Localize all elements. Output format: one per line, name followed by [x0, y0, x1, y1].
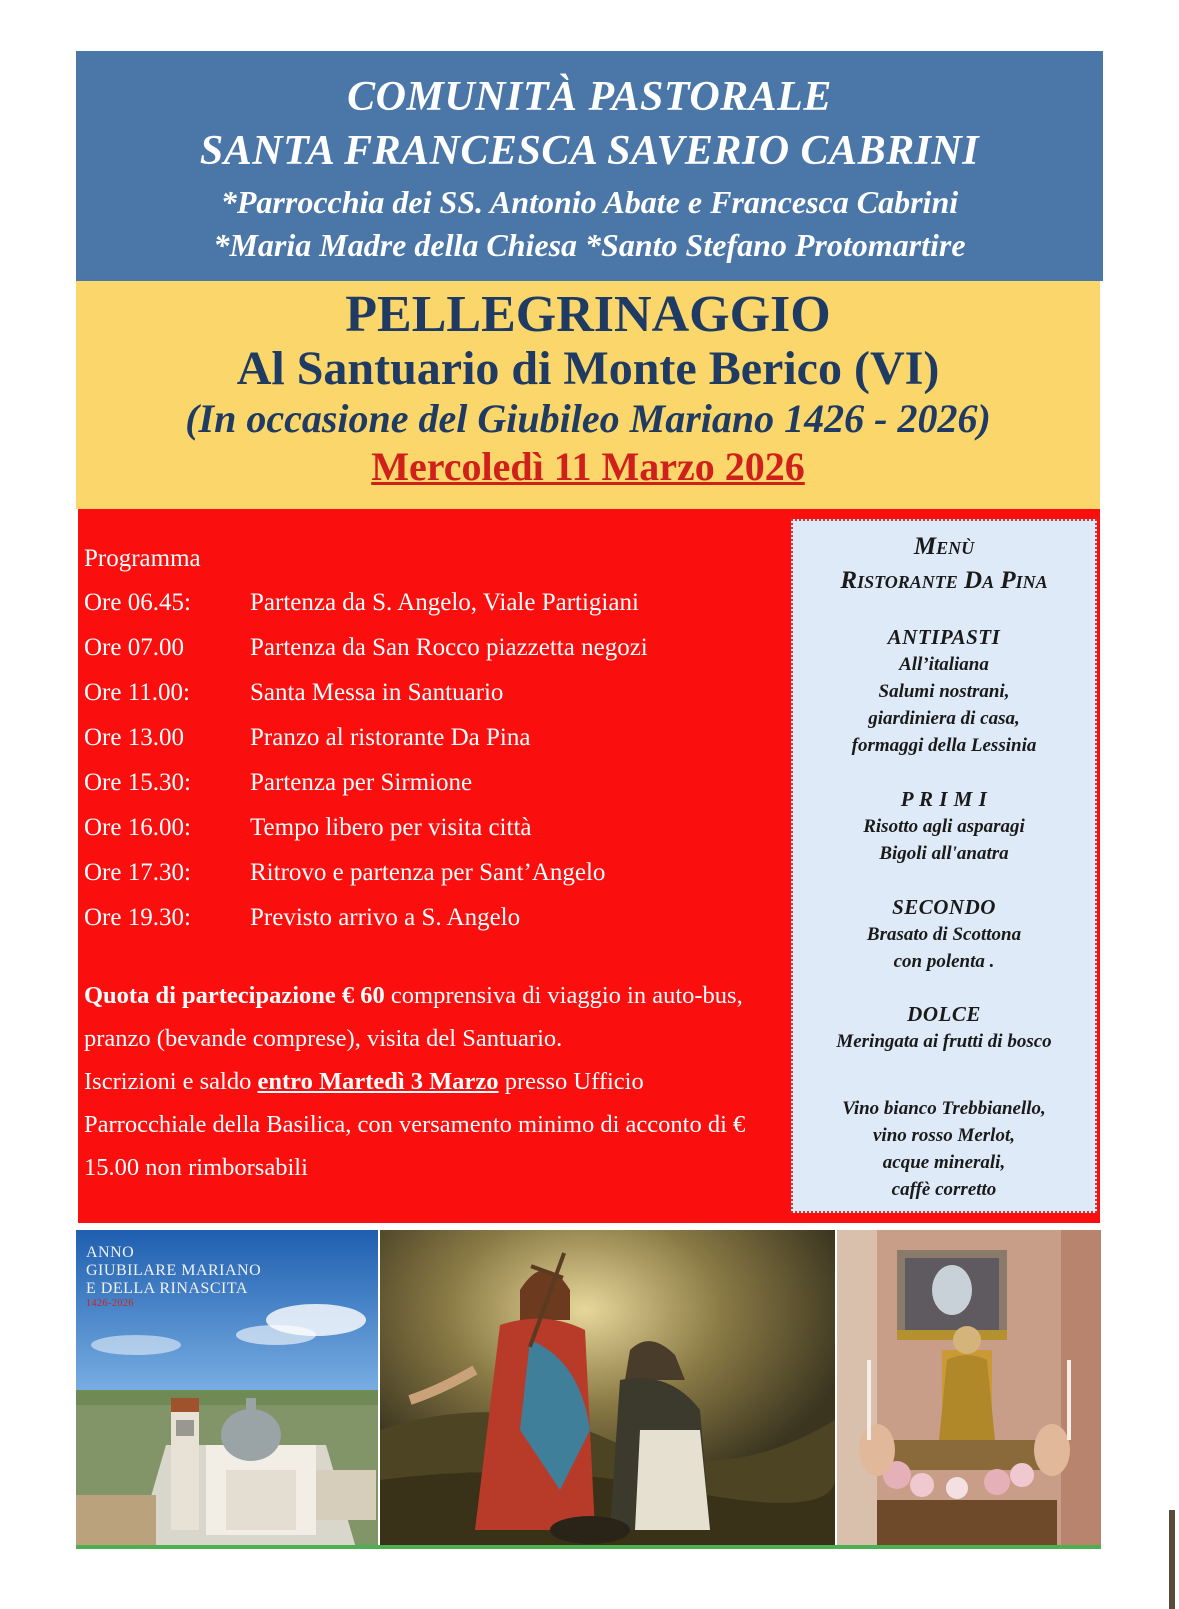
madonna-apparition-painting — [380, 1230, 835, 1548]
menu-drink: vino rosso Merlot, — [873, 1125, 1015, 1146]
program-time: Ore 11.00: — [84, 679, 190, 706]
menu-section-primi: P R I M I — [900, 787, 988, 811]
menu-item: formaggi della Lessinia — [851, 735, 1037, 756]
program-desc: Santa Messa in Santuario — [250, 679, 504, 706]
program-time: Ore 19.30: — [84, 904, 191, 931]
poster-text-years: 1426-2026 — [86, 1298, 134, 1309]
program-desc: Tempo libero per visita città — [250, 814, 532, 841]
program-time: Ore 07.00 — [84, 634, 184, 661]
fee-details: comprensiva di viaggio in auto-bus, pranzo (bevande comprese), visita del Santuario. — [84, 982, 743, 1052]
menu-restaurant-name: Ristorante Da Pina — [840, 567, 1048, 594]
event-title-band — [76, 281, 1100, 509]
menu-item: All’italiana — [899, 654, 989, 675]
program-time: Ore 16.00: — [84, 814, 191, 841]
program-desc: Ritrovo e partenza per Sant’Angelo — [250, 859, 606, 886]
registration-details: presso Ufficio Parrocchiale della Basilica, con versamento minimo di acconto di € 15.00 non rimborsabili — [84, 1068, 746, 1181]
menu-item: Risotto agli asparagi — [863, 816, 1025, 837]
registration-deadline: entro Martedì 3 Marzo — [257, 1068, 499, 1095]
menu-item: Bigoli all'anatra — [879, 843, 1009, 864]
program-time: Ore 17.30: — [84, 859, 191, 886]
program-heading: Programma — [84, 545, 201, 572]
program-desc: Partenza per Sirmione — [250, 769, 473, 796]
poster-text-giubilare: GIUBILARE MARIANO — [86, 1262, 262, 1279]
community-name: COMUNITÀ PASTORALE — [347, 74, 832, 120]
menu-item: Salumi nostrani, — [878, 681, 1010, 702]
menu-item: Meringata ai frutti di bosco — [836, 1031, 1052, 1052]
menu-section-secondo: SECONDO — [892, 895, 996, 919]
menu-item: Brasato di Scottona — [866, 924, 1022, 945]
menu-drink: caffè corretto — [891, 1179, 997, 1200]
menu-item: con polenta . — [893, 951, 995, 972]
program-time: Ore 13.00 — [84, 724, 184, 751]
menu-title: Menù — [913, 533, 975, 560]
program-desc: Partenza da San Rocco piazzetta negozi — [250, 634, 648, 661]
program-desc: Previsto arrivo a S. Angelo — [250, 904, 521, 931]
menu-item: giardiniera di casa, — [868, 708, 1020, 729]
menu-drink: acque minerali, — [882, 1152, 1006, 1173]
program-time: Ore 06.45: — [84, 589, 191, 616]
registration-pre: Iscrizioni e saldo — [84, 1068, 258, 1095]
program-time: Ore 15.30: — [84, 769, 191, 796]
participation-fee — [84, 974, 764, 1060]
parish-line-1: *Parrocchia dei SS. Antonio Abate e Francesca Cabrini — [220, 184, 959, 220]
program-desc: Partenza da S. Angelo, Viale Partigiani — [250, 589, 639, 616]
registration-info — [84, 1060, 764, 1189]
event-title: PELLEGRINAGGIO — [345, 286, 831, 343]
madonna-statue-image — [837, 1230, 1101, 1548]
jubilee-poster-image — [76, 1230, 378, 1548]
menu-drink: Vino bianco Trebbianello, — [842, 1098, 1046, 1119]
event-occasion: (In occasione del Giubileo Mariano 1426 - 2026) — [185, 396, 991, 441]
community-header — [76, 51, 1103, 281]
parish-line-2: *Maria Madre della Chiesa *Santo Stefano Protomartire — [213, 227, 966, 263]
edge-artifact — [1169, 1510, 1175, 1609]
poster-text-rinascita: E DELLA RINASCITA — [86, 1280, 248, 1297]
program-desc: Pranzo al ristorante Da Pina — [250, 724, 531, 751]
poster-text-anno: ANNO — [86, 1244, 135, 1261]
bottom-border — [76, 1545, 1101, 1549]
menu-section-dolce: DOLCE — [907, 1002, 981, 1026]
fee-amount: Quota di partecipazione € 60 — [84, 982, 385, 1009]
community-patron: SANTA FRANCESCA SAVERIO CABRINI — [199, 128, 980, 174]
event-date: Mercoledì 11 Marzo 2026 — [371, 444, 805, 489]
event-subtitle: Al Santuario di Monte Berico (VI) — [236, 342, 940, 395]
menu-section-antipasti: ANTIPASTI — [887, 625, 1001, 649]
restaurant-menu — [791, 519, 1097, 1213]
